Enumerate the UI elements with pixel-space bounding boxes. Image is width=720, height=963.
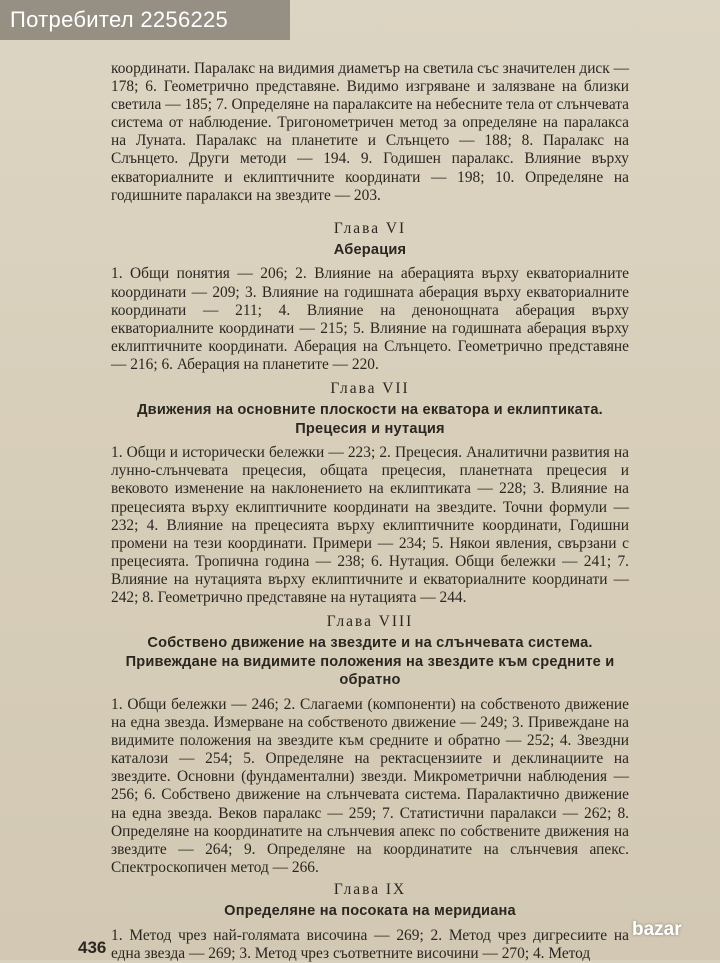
chapter-title-vii: Движения на основните плоскости на екватора и еклиптиката. Прецесия и нутация [137,402,603,437]
chapter-label-vii: Глава VII [330,380,410,397]
chapter-title-ix: Определяне на посоката на меридиана [224,903,516,920]
bazar-logo: bazar [632,919,682,940]
section-paragraph-viii: 1. Общи бележки — 246; 2. Слагаеми (компоненти) на собственото движение на една звезда. Измерване на собственото движение — 249; 3. Привеждане на видимите положения на звездите към средните и обратно — 252; 4. Звездни каталози — 254; 5. Определяне на ректасцензиите и деклинациите на звездите. Основни (фундаментални) звезди. Микрометрични наблюдения — 256; 6. Собствено движение на слънчевата система. Паралактично движение на една звезда. Веков паралакс — 259; 7. Статистични паралакси — 262; 8. Определяне на координатите на слънчевия апекс по собствените движения на звездите — 264; 9. Определяне на координатите на слънчевия апекс. Спектроскопичен метод — 266. [111,696,629,876]
chapter-label-ix: Глава IX [333,880,407,898]
section-paragraph-vi: 1. Общи понятия — 206; 2. Влияние на аберацията върху екваториалните координати — 209; 3. Влияние на годишната аберация върху екваториалните координати — 211; 4. Влияние на денонощната аберация върху екваториалните координати — 215; 5. Влияние на годишната аберация върху еклиптичните координати. Аберация на Слънцето. Геометрично представяне — 216; 6. Аберация на планетите — 220. [111,265,629,373]
chapter-label-vi: Глава VI [333,219,407,237]
section-paragraph-vii: 1. Общи и исторически бележки — 223; 2. Прецесия. Аналитични развития на лунно-слънчевата прецесия, общата прецесия, планетната прецесия и вековото изменение на наклонението на еклиптиката — 228; 3. Влияние на прецесията върху еклиптичните координати на звездите. Точни формули — 232; 4. Влияние на прецесията върху еклиптичните координати, Годишни промени на тези координати. Примери — 234; 5. Някои явления, свързани с прецесията. Тропична година — 238; 6. Нутация. Общи бележки — 241; 7. Влияние на нутацията върху еклиптичните и екваториалните координати — 242; 8. Геометрично представяне на нутацията — 244. [111,444,629,607]
table-of-contents [111,60,629,963]
user-watermark: Потребител 2256225 [0,0,290,40]
chapter-label-viii: Глава VIII [326,613,414,631]
page-number: 436 [78,938,107,957]
chapter-title-vi: Аберация [333,241,407,258]
section-paragraph-intro: координати. Паралакс на видимия диаметър на светила със значителен диск — 178; 6. Геометрично представяне. Видимо изгряване и залязване на близки светила — 185; 7. Определяне на паралаксите на небесните тела от слънчевата система от наблюдение. Тригонометричен метод за определяне на паралакса на Луната. Паралакс на планетите и Слънцето — 188; 8. Паралакс на Слънцето. Други методи — 194. 9. Годишен паралакс. Влияние върху екваториалните и еклиптичните координати — 198; 10. Определяне на годишните паралакси на звездите — 203. [111,60,629,204]
section-paragraph-ix: 1. Метод чрез най-голямата височина — 269; 2. Метод чрез дигресиите на една звезда — 269; 3. Метод чрез съответните височини — 270; 4. Метод [111,926,629,962]
chapter-title-viii: Собствено движение на звездите и на слънчевата система. Привеждане на видимите положения на звездите към средните и обратно [125,635,615,689]
